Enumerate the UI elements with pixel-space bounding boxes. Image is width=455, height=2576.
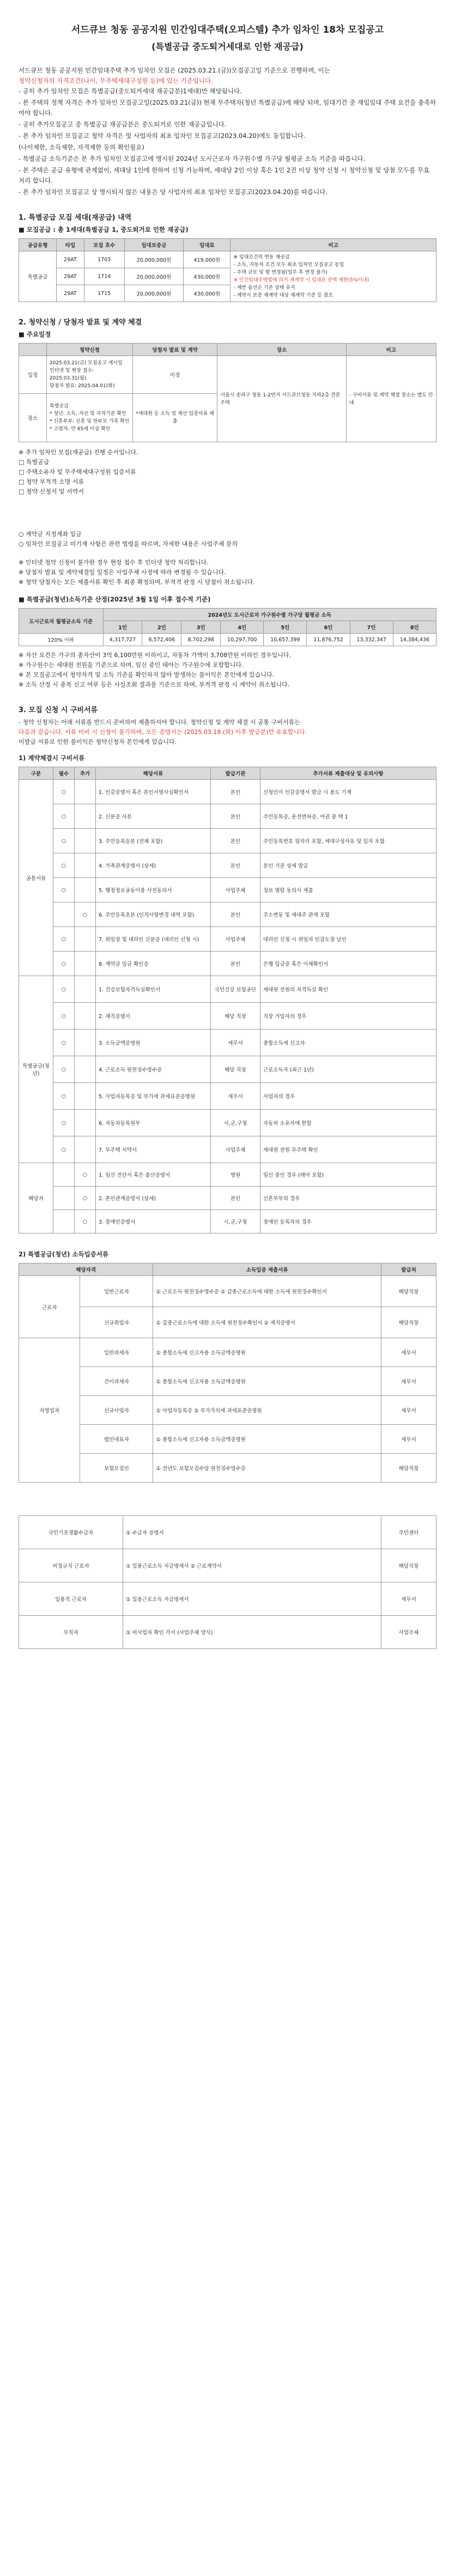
table-row <box>19 1136 436 1163</box>
cell: 법인대표자 <box>80 1425 153 1454</box>
table-row <box>19 1582 436 1616</box>
col-header: 타입 <box>57 239 84 251</box>
schedule-table <box>19 343 436 442</box>
note-line: ※ 소득 산정 시 중복 신고 여부 등은 사실조회 결과를 기준으로 하며, 부적격 판정 시 계약이 취소됩니다. <box>19 681 290 688</box>
cell: ○ <box>53 1056 75 1083</box>
income-title: ■ 특별공급(청년)소득기준 산정(2025년 3월 1일 이후 접수적 기준) <box>19 595 211 603</box>
note-line: ※ 본 모집공고에서 청약자격 및 소득 기준을 확인하지 않아 발생하는 불이익은 본인에게 있습니다. <box>19 671 275 678</box>
cell: 장애인 등록자의 경우 <box>260 1210 436 1233</box>
cell: ○ <box>75 1163 96 1187</box>
cell: ○ <box>53 1003 75 1030</box>
cell: 세무서 <box>381 1367 436 1396</box>
schedule-cell <box>47 356 133 394</box>
table-row <box>19 1516 436 1549</box>
cell: 국민건강 보험공단 <box>211 976 260 1003</box>
note-line: ○ 임차인 모집공고 미기재 사항은 관련 법령을 따르며, 자세한 내용은 사업주체 문의 <box>19 540 238 547</box>
col-header: 추가 <box>75 767 96 780</box>
cell: 5. 사업자등록증 및 부가세 과세표준증명원 <box>96 1083 211 1110</box>
cell: 6. 자동차등록원부 <box>96 1110 211 1136</box>
cell: 신청인이 인감증명서 발급 시 용도 기재 <box>260 780 436 804</box>
cell: 1714 <box>84 268 124 285</box>
cell: ○ <box>75 1187 96 1210</box>
cell: ① 전년도 보험모집수당 원천징수영수증 <box>153 1454 381 1483</box>
cell: 신규사업자 <box>80 1396 153 1425</box>
table-row <box>19 804 436 829</box>
intro-line: - 청약 신청자는 아래 서류를 반드시 준비하여 제출하셔야 합니다. 청약신청 및 계약 체결 시 공통 구비서류는 <box>19 719 300 726</box>
cell: ① 종합소득세 신고자용 소득금액증명원 <box>153 1367 381 1396</box>
cell: 10,297,700 <box>221 634 264 646</box>
cell: ○ <box>53 780 75 804</box>
note-line: ※ 자산 요건은 가구의 총자산이 3억 6,100만원 이하이고, 자동차 가액이 3,708만원 이하인 경우입니다. <box>19 652 292 659</box>
col-header: 비고 <box>346 344 436 356</box>
col-header: 8인 <box>393 621 436 634</box>
section2-notes3 <box>19 558 436 587</box>
col-header: 당첨자 발표 및 계약 <box>132 344 217 356</box>
cell: 주민등록번호 뒷자리 포함, 세대구성사유 및 일자 포함 <box>260 829 436 853</box>
income-table <box>19 608 436 646</box>
cell: ① 종합소득세 신고자용 소득금액증명원 <box>153 1425 381 1454</box>
cell: 해당직장 <box>381 1276 436 1307</box>
col-header: 추가서류 제출대상 및 유의사항 <box>260 767 436 780</box>
cell: 사업주체 <box>211 927 260 952</box>
cell: 6. 주민등록초본 (인적사항변경 내역 포함) <box>96 902 211 927</box>
cell: 29AT <box>57 251 84 268</box>
cell: 주민등록증, 운전면허증, 여권 중 택 1 <box>260 804 436 829</box>
supply-table <box>19 238 436 302</box>
cell: 신혼부부의 경우 <box>260 1187 436 1210</box>
col-header: 4인 <box>221 621 264 634</box>
cell: 4. 가족관계증명서 (상세) <box>96 853 211 878</box>
remark-line: - 소득, 자동차 조건 모두 최초 입차인 모집공고 동일 <box>233 262 344 268</box>
cell <box>75 1110 96 1136</box>
table-row <box>19 1338 436 1367</box>
table-row <box>19 1367 436 1396</box>
remark-line: - 제반 옵션은 기존 상태 유지 <box>233 285 295 291</box>
supply-type: 특별공급 <box>19 251 57 302</box>
cell: 본인 <box>211 853 260 878</box>
note-line: ※ 인터넷 청약 신청이 불가한 경우 현장 접수 후 인터넷 청약 처리합니다. <box>19 559 209 566</box>
cell <box>75 829 96 853</box>
col-header <box>19 344 47 356</box>
remarks-cell <box>230 251 436 302</box>
cell: 해당 직장 <box>211 1056 260 1083</box>
cell: 사업주체 <box>211 878 260 902</box>
table-row <box>19 1083 436 1110</box>
cell: 4. 근로소득 원천징수영수증 <box>96 1056 211 1083</box>
remark-cell: - 구비서류 및 계약 체결 장소는 별도 안내 <box>346 356 436 442</box>
cell: 20,000,000원 <box>124 285 183 302</box>
cell: 세대원 전원의 자격득실 확인 <box>260 976 436 1003</box>
page-title: 서드큐브 청동 공공지원 민간임대주택(오피스텔) 추가 임차인 18차 모집공고 <box>71 25 384 35</box>
cell: 29AT <box>57 285 84 302</box>
section2-notes2 <box>19 529 436 549</box>
income-notes <box>19 651 436 690</box>
cell: 해당직장 <box>381 1549 436 1582</box>
col-header: 임대보증금 <box>124 239 183 251</box>
cell: 6,572,406 <box>142 634 181 646</box>
remark-line: - 계약시 보증 재계약 대상 재계약 기준 등 참조 <box>233 293 333 298</box>
cell <box>53 1163 75 1187</box>
cell <box>75 1083 96 1110</box>
cell: 2. 혼인관계증명서 (상세) <box>96 1187 211 1210</box>
table-row <box>19 356 436 394</box>
table-row <box>19 1003 436 1030</box>
cell: 세무서 <box>211 1030 260 1056</box>
cell: ○ <box>53 853 75 878</box>
cell: 20,000,000원 <box>124 268 183 285</box>
table-row <box>19 1454 436 1483</box>
cell <box>75 780 96 804</box>
cell: ○ <box>53 804 75 829</box>
cell: 해당 직장 <box>211 1003 260 1030</box>
cell: 일용직 근로자 <box>19 1582 123 1616</box>
cell: 3. 장애인증명서 <box>96 1210 211 1233</box>
col-header: 6인 <box>307 621 350 634</box>
cell: 본인 <box>211 1187 260 1210</box>
cell: 임신 중인 경우 (태아 포함) <box>260 1163 436 1187</box>
cell: ○ <box>53 1136 75 1163</box>
table-row <box>19 1307 436 1338</box>
cell: 4,317,727 <box>103 634 142 646</box>
cell: ○ <box>53 829 75 853</box>
cell: 병원 <box>211 1163 260 1187</box>
table-row <box>19 1030 436 1056</box>
cell: 1. 임신 진단서 혹은 출산증명서 <box>96 1163 211 1187</box>
col-header: 소득입증 제출서류 <box>153 1263 381 1276</box>
bullet: - 본 추가 임차인 모집공고 청약 자격은 및 사업자의 최초 입차인 모집공고(2023.04.20)에도 동일합니다. <box>19 132 306 140</box>
cell: 13,332,347 <box>350 634 393 646</box>
bullet: - 공히 추가 임차인 모집은 특별공급(중도퇴거세대 재공급분)1세대)만 해당됩니다. <box>19 87 242 95</box>
section2-title: 2. 청약신청 / 당첨자 발표 및 계약 체결 <box>19 318 142 327</box>
note-line: □ 청약 신청서 및 서약서 <box>19 488 84 495</box>
col-header: 2인 <box>142 621 181 634</box>
intro-line: 다음과 같습니다. 서류 미비 시 신청이 불가하며, 모든 증명서는 (2025.03.18.(화) 이후 발급분)만 유효합니다. <box>19 729 307 736</box>
cell: ① 종합소득세 신고자용 소득금액증명원 <box>153 1338 381 1367</box>
table-row <box>19 1163 436 1187</box>
other-docs-table <box>19 1515 436 1649</box>
table-row <box>19 1276 436 1307</box>
cell: 7. 위임장 및 대리인 신분증 (대리인 신청 시) <box>96 927 211 952</box>
group-label: 자영업자 <box>19 1338 80 1483</box>
cell: 일반근로자 <box>80 1276 153 1307</box>
note-line: ○ 계약금 지정계좌 입금 <box>19 531 82 538</box>
cell: 430,000원 <box>184 285 230 302</box>
cell: 세무서 <box>381 1582 436 1616</box>
group-label: 특별공급(청년) <box>19 976 53 1163</box>
place-line: 특별공급 <box>50 404 69 409</box>
table-row <box>19 878 436 902</box>
col-header: 해당자격 <box>19 1263 153 1276</box>
bullet: - 본 주택은 공급 유형에 관계없이, 세대당 1인에 한하여 신청 가능하며, 세대당 2인 이상 혹은 1인 2건 이상 청약 신청 시 청약신청 및 당첨 모두를 무효 처리 합니다. <box>19 166 430 184</box>
cell: 419,000원 <box>184 251 230 268</box>
table-row <box>19 1210 436 1233</box>
col-header: 도시근로자 월평균소득 기준 <box>19 609 104 634</box>
section3-intro <box>19 718 436 747</box>
cell: 은행 입금증 혹은 이체확인서 <box>260 952 436 976</box>
col-header: 비고 <box>230 239 436 251</box>
schedule-line: 2025.03.21(금) 모집공고 게시일 <box>50 360 123 366</box>
cell: 국민기초생활수급자 <box>19 1516 123 1549</box>
cell: 3. 소득금액증명원 <box>96 1030 211 1056</box>
cell: 29AT <box>57 268 84 285</box>
cell: ① 일용근로소득 지급명세서 <box>123 1582 381 1616</box>
cell: ① 갑종근로소득에 대한 소득세 원천징수확인서 ② 재직증명서 <box>153 1307 381 1338</box>
cell: 20,000,000원 <box>124 251 183 268</box>
table-row <box>19 1396 436 1425</box>
note-line: □ 주택소유자 및 무주택세대구성원 입증서류 <box>19 468 136 476</box>
cell: 시,군,구청 <box>211 1210 260 1233</box>
col-header: 2024년도 도시근로자 가구원수별 가구당 월평균 소득 <box>103 609 436 621</box>
table-row <box>19 1549 436 1582</box>
table-row <box>19 976 436 1003</box>
section2-notes <box>19 448 436 497</box>
cell: 세무서 <box>381 1338 436 1367</box>
cell: 본인 <box>211 829 260 853</box>
section1-title: 1. 특별공급 모집 세대(재공급) 내역 <box>19 214 132 222</box>
col-header: 1인 <box>103 621 142 634</box>
section2-sub: ■ 주요일정 <box>19 330 51 338</box>
docs-table <box>19 767 436 1233</box>
cell: 세무서 <box>381 1425 436 1454</box>
page-subtitle: (특별공급 중도퇴거세대로 인한 재공급) <box>151 41 304 52</box>
col-header: 발급처 <box>381 1263 436 1276</box>
cell: 본인 <box>211 902 260 927</box>
cell: 8,702,298 <box>181 634 221 646</box>
cell: 무직자 <box>19 1616 123 1649</box>
cell: ○ <box>53 1083 75 1110</box>
cell: 세무서 <box>211 1083 260 1110</box>
note-line: □ 특별공급 <box>19 459 50 466</box>
place-line: * 청년: 소득, 자산 및 자격기준 확인 <box>50 411 126 417</box>
col-header: 청약신청 <box>47 344 133 356</box>
cell <box>75 853 96 878</box>
bullet: (나이제한, 소득제한, 자격제한 등의 확인필요) <box>19 143 144 151</box>
schedule-line: 인터넷 및 현장 접수: 2025.03.31(월) <box>50 368 94 381</box>
col-header: 장소 <box>217 344 346 356</box>
remark-line: - 주택 규모 및 향 변경됨(입주 후 변경 불가) <box>233 270 327 275</box>
place2-cell: *세대원 등 소득 및 재산 입증서류 제출 <box>132 394 217 442</box>
col-header: 7인 <box>350 621 393 634</box>
cell: 해당직장 <box>381 1307 436 1338</box>
remark-line: ※ 임대조건의 변동 재공급 <box>233 255 290 260</box>
table-row <box>19 952 436 976</box>
group-label: 공통서류 <box>19 780 53 976</box>
cell: 비정규직 근로자 <box>19 1549 123 1582</box>
table-row <box>19 780 436 804</box>
cell <box>53 1187 75 1210</box>
intro-line: 미발급 서류로 인한 불이익은 청약신청자 본인에게 있습니다. <box>19 738 177 745</box>
cell: ○ <box>53 952 75 976</box>
intro <box>19 65 436 86</box>
cell: 120% 이하 <box>19 634 104 646</box>
cell: 본인 <box>211 952 260 976</box>
cell: 주민센터 <box>381 1516 436 1549</box>
cell: ① 일용근로소득 지급명세서 ② 근로계약서 <box>123 1549 381 1582</box>
cell: 1. 건강보험자격득실확인서 <box>96 976 211 1003</box>
cell: 시,군,구청 <box>211 1110 260 1136</box>
cell: ① 사업자등록증 ② 부가가치세 과세표준증명원 <box>153 1396 381 1425</box>
col-header: 공급유형 <box>19 239 57 251</box>
cell: 430,000원 <box>184 268 230 285</box>
schedule-line: 당첨자 발표: 2025.04.01(화) <box>50 383 115 389</box>
cell: 보험모집인 <box>80 1454 153 1483</box>
docs-sub2: 2) 특별공급(청년) 소득입증서류 <box>19 1250 109 1258</box>
cell: 본인 <box>211 804 260 829</box>
cell: ○ <box>53 1030 75 1056</box>
cell: 대리인 신청 시 위임자 인감도장 날인 <box>260 927 436 952</box>
col-header: 모집 호수 <box>84 239 124 251</box>
table-row <box>19 1187 436 1210</box>
place-line: * 고령자: 만 65세 이상 확인 <box>50 426 111 432</box>
cell <box>75 1003 96 1030</box>
cell: 7. 무주택 서약서 <box>96 1136 211 1163</box>
winner-cell: 미정 <box>132 356 217 394</box>
cell: ○ <box>53 1110 75 1136</box>
cell: ① 근로소득 원천징수영수증 ② 갑종근로소득에 대한 소득세 원천징수확인서 <box>153 1276 381 1307</box>
col-header: 5인 <box>264 621 307 634</box>
cell <box>75 1030 96 1056</box>
cell: 해당직장 <box>381 1454 436 1483</box>
bullet: - 본 주택의 정책 자격은 추가 임차인 모집공고일(2025.03.21(금)) 현재 무주택자(청년 특별공급)에 해당 되며, 임대기간 중 재입임대 주택 요건을 충족하여야 합니다. <box>19 99 436 117</box>
cell <box>75 804 96 829</box>
cell: 근로소득자 (최근 1년) <box>260 1056 436 1083</box>
intro-line: 서드큐브 청동 공공지원 민간임대주택 추가 임차인 모집은 (2025.03.21.(금))모집공고일 기준으로 진행하며, 이는 <box>19 67 331 74</box>
income-docs-table <box>19 1263 436 1483</box>
cell: 5. 행정정보공동이용 사전동의서 <box>96 878 211 902</box>
col-header: 구분 <box>19 767 53 780</box>
cell: 종합소득세 신고자 <box>260 1030 436 1056</box>
col-header: 3인 <box>181 621 221 634</box>
table-row <box>19 902 436 927</box>
cell: 1703 <box>84 251 124 268</box>
cell: 사업자의 경우 <box>260 1083 436 1110</box>
table-row <box>19 251 436 268</box>
cell: ○ <box>75 902 96 927</box>
cell: 일반과세자 <box>80 1338 153 1367</box>
docs-sub1: 1) 계약체결시 구비서류 <box>19 754 85 762</box>
cell <box>75 878 96 902</box>
table-row <box>19 853 436 878</box>
place-lines <box>47 394 133 442</box>
place-line: * 신혼부부: 신혼 및 한부모 가족 확인 <box>50 419 130 424</box>
cell: 2. 재직증명서 <box>96 1003 211 1030</box>
cell: 사업주체 <box>381 1616 436 1649</box>
col-header: 임대료 <box>184 239 230 251</box>
row-label: 장소 <box>19 394 47 442</box>
place-cell: 서울시 송파구 청동 1-2번지 서드큐브청동 지하2층 견본주택 <box>217 356 346 442</box>
cell <box>75 952 96 976</box>
section1-sub: ■ 모집공급 : 총 1세대(특별공급 1, 중도퇴거로 인한 재공급) <box>19 226 189 233</box>
cell: ○ <box>53 976 75 1003</box>
cell: ① 수급자 증명서 <box>123 1516 381 1549</box>
intro-line: 청약신청자의 자격조건(나이, 무주택세대구성원 등)에 있는 기준입니다. <box>19 77 213 85</box>
note-line: ※ 청약 당첨자는 모든 제출서류 확인 후 최종 확정되며, 부적격 판정 시 당첨이 취소됩니다. <box>19 579 255 586</box>
bullets <box>19 86 436 197</box>
note-line: ※ 당첨자 발표 및 계약체결일 일정은 사업주체 사정에 따라 변경될 수 있습니다. <box>19 569 226 576</box>
cell: 직장 가입자의 경우 <box>260 1003 436 1030</box>
cell <box>75 927 96 952</box>
cell <box>53 902 75 927</box>
cell: 신규취업자 <box>80 1307 153 1338</box>
cell: ① 비사업자 확인 각서 (사업주체 양식) <box>123 1616 381 1649</box>
cell: 11,876,752 <box>307 634 350 646</box>
cell: 세무서 <box>381 1396 436 1425</box>
cell <box>75 976 96 1003</box>
table-row <box>19 634 436 646</box>
table-row <box>19 927 436 952</box>
section3-title: 3. 모집 신청 시 구비서류 <box>19 706 98 714</box>
remark-line: ※ 민간임대주택법에 의거 재계약 시 임대료 증액 제한(5%이내) <box>233 278 369 283</box>
table-row <box>19 1110 436 1136</box>
cell: 세대원 전원 무주택 확인 <box>260 1136 436 1163</box>
group-label: 해당자 <box>19 1163 53 1233</box>
table-row <box>19 1425 436 1454</box>
col-header: 해당서류 <box>96 767 211 780</box>
cell <box>75 1136 96 1163</box>
cell: 14,384,436 <box>393 634 436 646</box>
cell: 1715 <box>84 285 124 302</box>
cell: 8. 계약금 입금 확인증 <box>96 952 211 976</box>
note-line: □ 청약 부적격 소명 서류 <box>19 478 84 485</box>
cell: 3. 주민등록등본 (전체 포함) <box>96 829 211 853</box>
cell: 본인 기준 상세 발급 <box>260 853 436 878</box>
note-line: ※ 추가 임차인 모집(재공급) 진행 순서입니다. <box>19 449 138 456</box>
cell: 자동차 소유자에 한함 <box>260 1110 436 1136</box>
cell: 간이과세자 <box>80 1367 153 1396</box>
bullet: - 특별공급 소득기준은 본 추가 임차인 모집공고에 명시된 2024년 도시근로자 가구원수별 가구당 월평균 소득 기준을 따릅니다. <box>19 155 366 162</box>
cell: ○ <box>53 878 75 902</box>
group-label: 근로자 <box>19 1276 80 1338</box>
cell: ○ <box>75 1210 96 1233</box>
cell: 사업주체 <box>211 1136 260 1163</box>
cell: 2. 신분증 사본 <box>96 804 211 829</box>
cell: 정보 열람 동의서 제출 <box>260 878 436 902</box>
col-header: 필수 <box>53 767 75 780</box>
bullet: - 본 추가 임차인 모집공고 상 명시되지 않은 내용은 당 사업자의 최초 임차인 모집공고(2023.04.20)를 따릅니다. <box>19 188 328 196</box>
cell: 10,657,399 <box>264 634 307 646</box>
table-row <box>19 1056 436 1083</box>
table-row <box>19 829 436 853</box>
row-label: 일정 <box>19 356 47 394</box>
cell: 본인 <box>211 780 260 804</box>
col-header: 발급기관 <box>211 767 260 780</box>
cell: 주소변동 및 세대주 관계 포함 <box>260 902 436 927</box>
note-line: ※ 가구원수는 세대원 전원을 기준으로 하며, 임신 중인 태아는 가구원수에 포함합니다. <box>19 661 244 669</box>
cell: ○ <box>53 927 75 952</box>
table-row <box>19 1616 436 1649</box>
cell <box>53 1210 75 1233</box>
bullet: - 공히 추가모집공고 중 특별공급 재공급분은 중도퇴거로 인한 재공급입니다. <box>19 121 227 128</box>
cell <box>75 1056 96 1083</box>
cell: 1. 인감증명서 혹은 본인서명사실확인서 <box>96 780 211 804</box>
